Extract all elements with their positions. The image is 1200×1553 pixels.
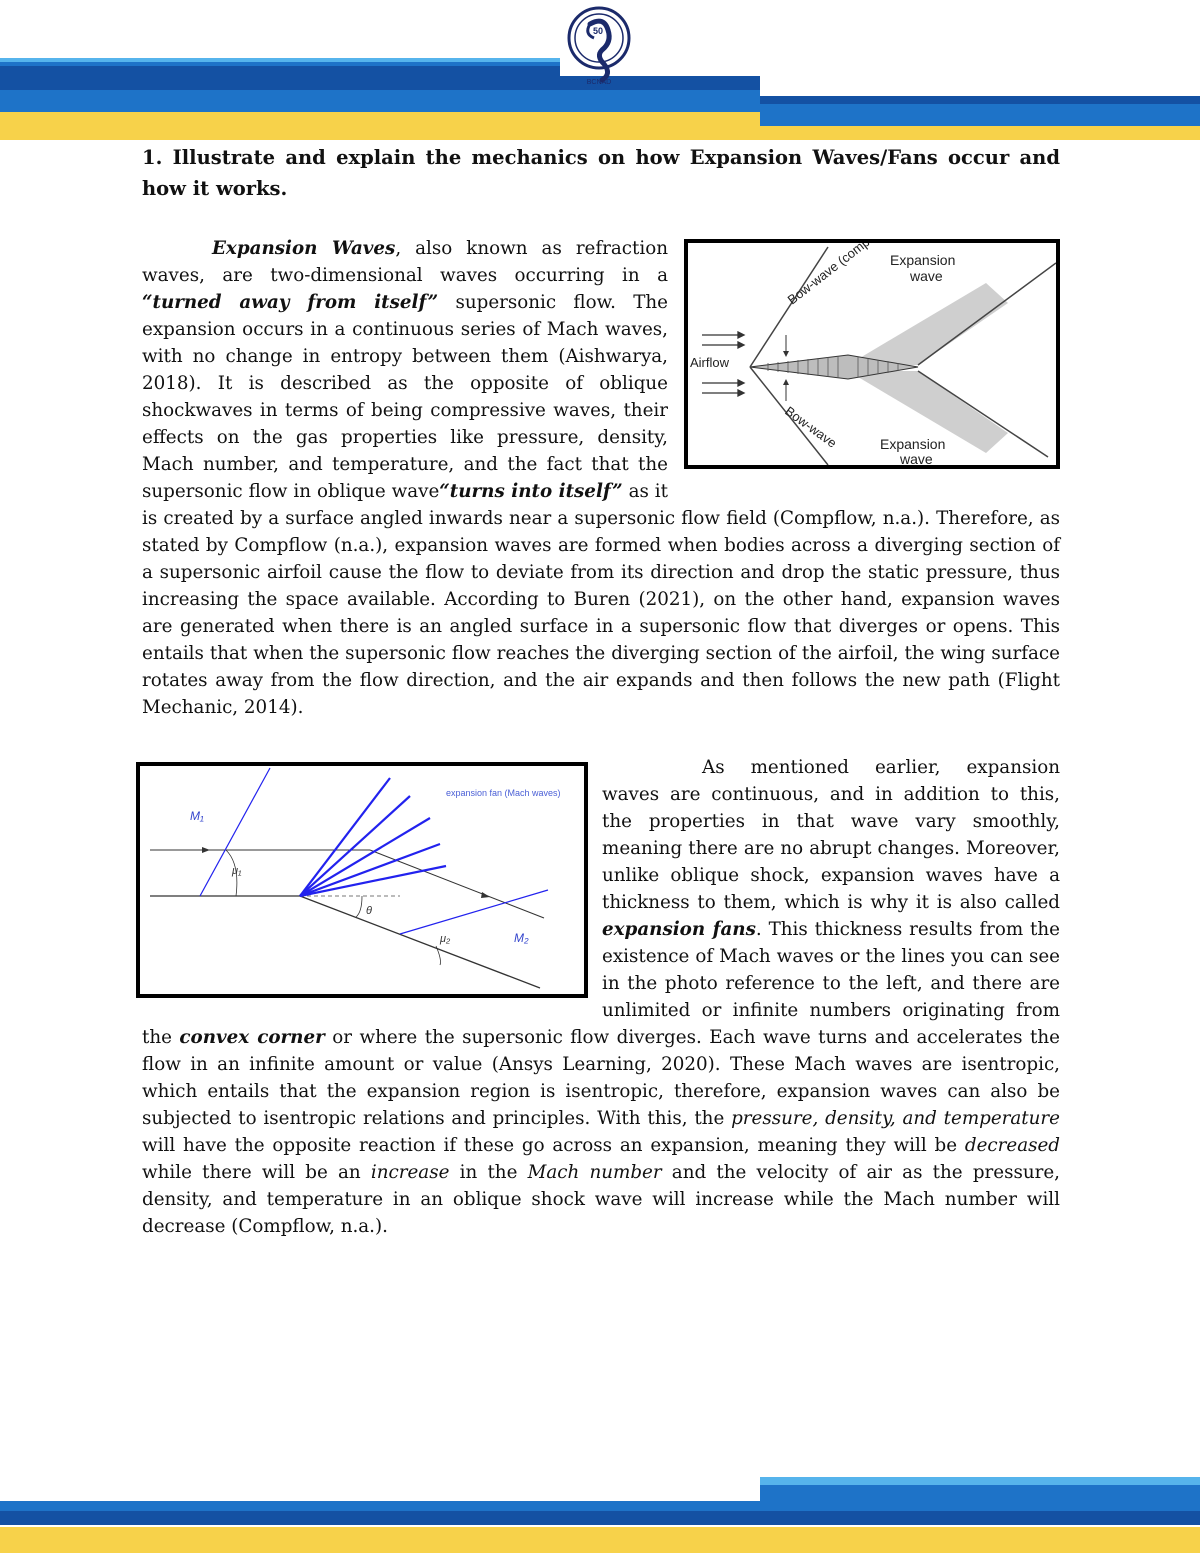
p1-part-b: supersonic flow. The expansion occurs in a continuous series of Mach waves, with no change in entropy between them (Aishwarya, 2018). It is described as the opposite of oblique shockwaves in terms of being compressive waves, their effects on the gas properties like pressure, density, Mach number, and temperature, and the fact that the supersonic flow in oblique wave xyxy=(142,292,668,502)
section-expansion-waves xyxy=(142,235,1060,721)
term-expansion-fans: expansion fans xyxy=(602,919,756,940)
footer-band xyxy=(0,1463,1200,1553)
fan-label: expansion fan (Mach waves) xyxy=(446,788,561,798)
wall-downstream xyxy=(300,896,540,988)
theta-label: θ xyxy=(366,905,372,917)
p2-part-f: in the xyxy=(449,1162,528,1183)
bow-wave-diagram xyxy=(688,243,1056,465)
quote-turns-into: “turns into itself” xyxy=(439,481,623,502)
mu2-label: μ₂ xyxy=(440,933,451,945)
figure-expansion-fan-diagram xyxy=(136,762,588,998)
term-mach-number: Mach number xyxy=(527,1162,662,1183)
term-increase: increase xyxy=(370,1162,450,1183)
p2-part-g: and the velocity of air as the pressure, density, and temperature in an oblique shock wave will increase while the Mach number will decrease (Compflow, n.a.). xyxy=(142,1162,1060,1237)
p2-part-d: will have the opposite reaction if these go across an expansion, meaning they will be xyxy=(142,1135,965,1156)
p2-part-b: . This thickness results from the existence of Mach waves or the lines you can see in the photo reference to the left, and there are unlimited or infinite numbers originating from the xyxy=(142,919,1060,1048)
p2-part-a: As mentioned earlier, expansion waves are continuous, and in addition to this, the properties in that wave vary smoothly, meaning there are no abrupt changes. Moreover, unlike oblique shock, expansion waves have a thickness to them, which is why it is also called xyxy=(602,757,1060,913)
term-convex-corner: convex corner xyxy=(179,1027,325,1048)
mu1-label: μ₁ xyxy=(232,865,242,877)
term-decreased: decreased xyxy=(964,1135,1060,1156)
footer-yellow-stripe xyxy=(0,1527,1200,1553)
expansion-fan-lines xyxy=(300,778,446,896)
footer-blue-stripe xyxy=(0,1485,1200,1513)
expansion-fan-top xyxy=(848,283,1008,365)
airflow-label: Airflow xyxy=(690,355,730,370)
p1-part-c: as it is created by a surface angled inwards near a supersonic flow field (Compflow, n.a.). Therefore, as stated by Compflow (n.a.), expansion waves are formed when bodies across a diverging section of a supersonic airfoil cause the flow to deviate from its direction and drop the static pressure, thus increasing the space available. According to Buren (2021), on the other hand, expansion waves are generated when there is an angled surface in a supersonic flow that diverges or opens. This entails that when the supersonic flow reaches the diverging section of the airfoil, the wing surface rotates away from the flow direction, and the air expands and then follows the new path (Flight Mechanic, 2014). xyxy=(142,481,1060,718)
expansion-wave-top-label: Expansion wave xyxy=(890,252,956,284)
term-pressure-density-temperature: pressure, density, and temperature xyxy=(731,1108,1060,1129)
header-light-stripe xyxy=(0,58,560,62)
bow-wave-top-line xyxy=(750,247,828,367)
bow-wave-label: Bow-wave xyxy=(782,403,840,451)
quote-turned-away: “turned away from itself” xyxy=(142,292,439,313)
logo-text: BCNAD xyxy=(586,79,612,86)
footer-dark-stripe xyxy=(0,1511,1200,1525)
question-heading: 1. Illustrate and explain the mechanics on how Expansion Waves/Fans occur and how it works. xyxy=(142,146,1060,200)
m2-label: M₂ xyxy=(514,931,529,945)
figure-bow-wave-expansion-diagram xyxy=(684,239,1060,469)
p1-part-a: , also known as refraction waves, are two-dimensional waves occurring in a xyxy=(142,238,668,286)
p2-part-c: or where the supersonic flow diverges. Each wave turns and accelerates the flow in an infinite amount or value (Ansys Learning, 2020). These Mach waves are isentropic, which entails that the expansion region is isentropic, therefore, expansion waves can also be subjected to isentropic relations and principles. With this, the xyxy=(142,1027,1060,1129)
term-expansion-waves: Expansion Waves xyxy=(212,238,396,259)
svg-text:50: 50 xyxy=(593,26,604,36)
university-seal-with-seahorse-icon xyxy=(560,4,638,86)
bow-wave-compression-label: Bow-wave (compression) xyxy=(784,243,909,308)
m1-label: M₁ xyxy=(190,809,204,823)
mach-line-downstream xyxy=(400,890,548,934)
expansion-wave-bottom-label: Expansion wave xyxy=(880,436,946,465)
expansion-fan-diagram xyxy=(140,766,584,994)
section-expansion-fans xyxy=(142,754,1060,1240)
p2-part-e: while there will be an xyxy=(142,1162,371,1183)
university-logo xyxy=(560,4,638,86)
